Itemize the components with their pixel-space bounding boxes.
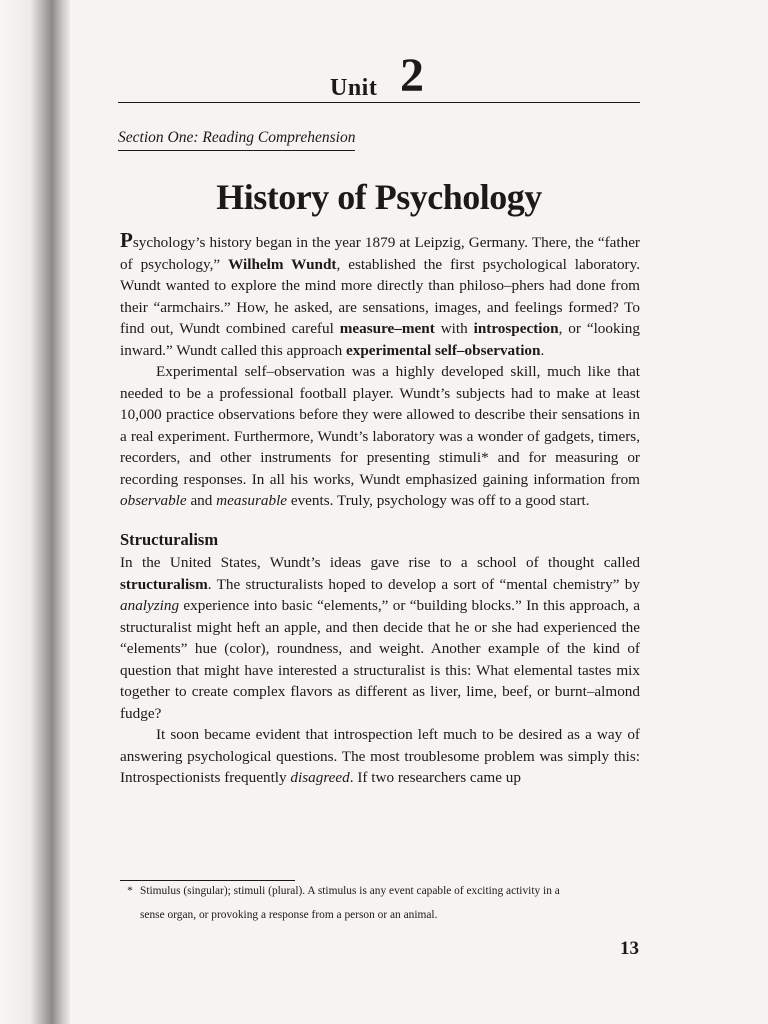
footnote-marker: * xyxy=(127,885,133,897)
bold-term-experimental-self-observation: experimental self–observation xyxy=(346,341,541,359)
paragraph-text: . If two researchers came up xyxy=(349,769,521,786)
paragraph-text: events. Truly, psychology was off to a good start. xyxy=(287,492,590,509)
book-binding-shadow xyxy=(0,0,70,1024)
unit-header xyxy=(118,49,640,103)
unit-label: Unit xyxy=(330,75,378,101)
section-label: Section One: Reading Comprehension xyxy=(118,129,355,151)
paragraph-4 xyxy=(120,724,640,789)
paragraph-text: and xyxy=(186,492,217,509)
paragraph-text: sychology’s history began in the year 1879 at Leipzig, Germany. There, the “father of psychology,” xyxy=(120,234,640,273)
footnote xyxy=(120,879,642,927)
paragraph-3 xyxy=(120,552,640,724)
paragraph-text: with xyxy=(434,320,474,337)
bold-term-structuralism: structuralism xyxy=(120,575,208,593)
italic-term-observable: observable xyxy=(120,492,187,509)
bold-term-wundt: Wilhelm Wundt xyxy=(228,255,337,273)
page-title: History of Psychology xyxy=(216,177,542,217)
paragraph-text: , or “looking inward.” Wundt called this approach xyxy=(120,320,640,359)
paragraph-text: Experimental self–observation was a highly developed skill, much like that needed to be a professional football player. Wundt’s subjects had to make at least 10,000 practice observations before they were allowed to describe their sensations in a real experiment. Furthermore, Wundt’s laboratory was a wonder of gadgets, timers, recorders, and other instruments for presenting stimuli* and for measuring or recording responses. In all his works, Wundt emphasized gaining information from xyxy=(120,363,640,488)
bold-term-measurement: measure–ment xyxy=(339,320,435,337)
paragraph-text: experience into basic “elements,” or “building blocks.” In this approach, a structuralist might heft an apple, and then decide that he or she had experienced the “elements” hue (color), roundness, and weight. Another example of the kind of question that might have interested a structuralist is this: What elemental tastes mix together to create complex flavors as different as liver, lime, beef, or burnt–almond fudge? xyxy=(120,597,640,722)
footnote-line-2: sense organ, or provoking a response from a person or an animal. xyxy=(140,909,438,921)
paragraph-text: , established the first psychological laboratory. Wundt wanted to explore the mind more directly than philoso–phers had done from their “armchairs.” How, he asked, are sensations, images, and feelings formed? To find out, Wundt combined careful xyxy=(120,255,641,337)
article-body xyxy=(120,228,641,789)
bold-term-introspection: introspection xyxy=(473,320,559,337)
paragraph-text: . xyxy=(540,341,545,359)
page-number: 13 xyxy=(620,938,639,959)
paragraph-text: It soon became evident that introspection left much to be desired as a way of answering psychological questions. The most troublesome problem was simply this: Introspectionists frequently xyxy=(120,726,640,786)
paragraph-text: In the United States, Wundt’s ideas gave rise to a school of thought called xyxy=(120,554,640,571)
unit-number: 2 xyxy=(400,49,424,102)
italic-term-analyzing: analyzing xyxy=(120,597,180,614)
footnote-line-1 xyxy=(120,879,642,903)
paragraph-2 xyxy=(120,361,640,512)
subheading-structuralism: Structuralism xyxy=(120,529,219,549)
paragraph-text: . The structuralists hoped to develop a sort of “mental chemistry” by xyxy=(207,575,640,593)
italic-term-measurable: measurable xyxy=(216,492,288,509)
drop-cap: P xyxy=(120,228,133,252)
paragraph-1 xyxy=(120,228,641,361)
italic-term-disagreed: disagreed xyxy=(290,769,350,786)
footnote-text-1: Stimulus (singular); stimuli (plural). A stimulus is any event capable of exciting activity in a xyxy=(140,885,560,897)
